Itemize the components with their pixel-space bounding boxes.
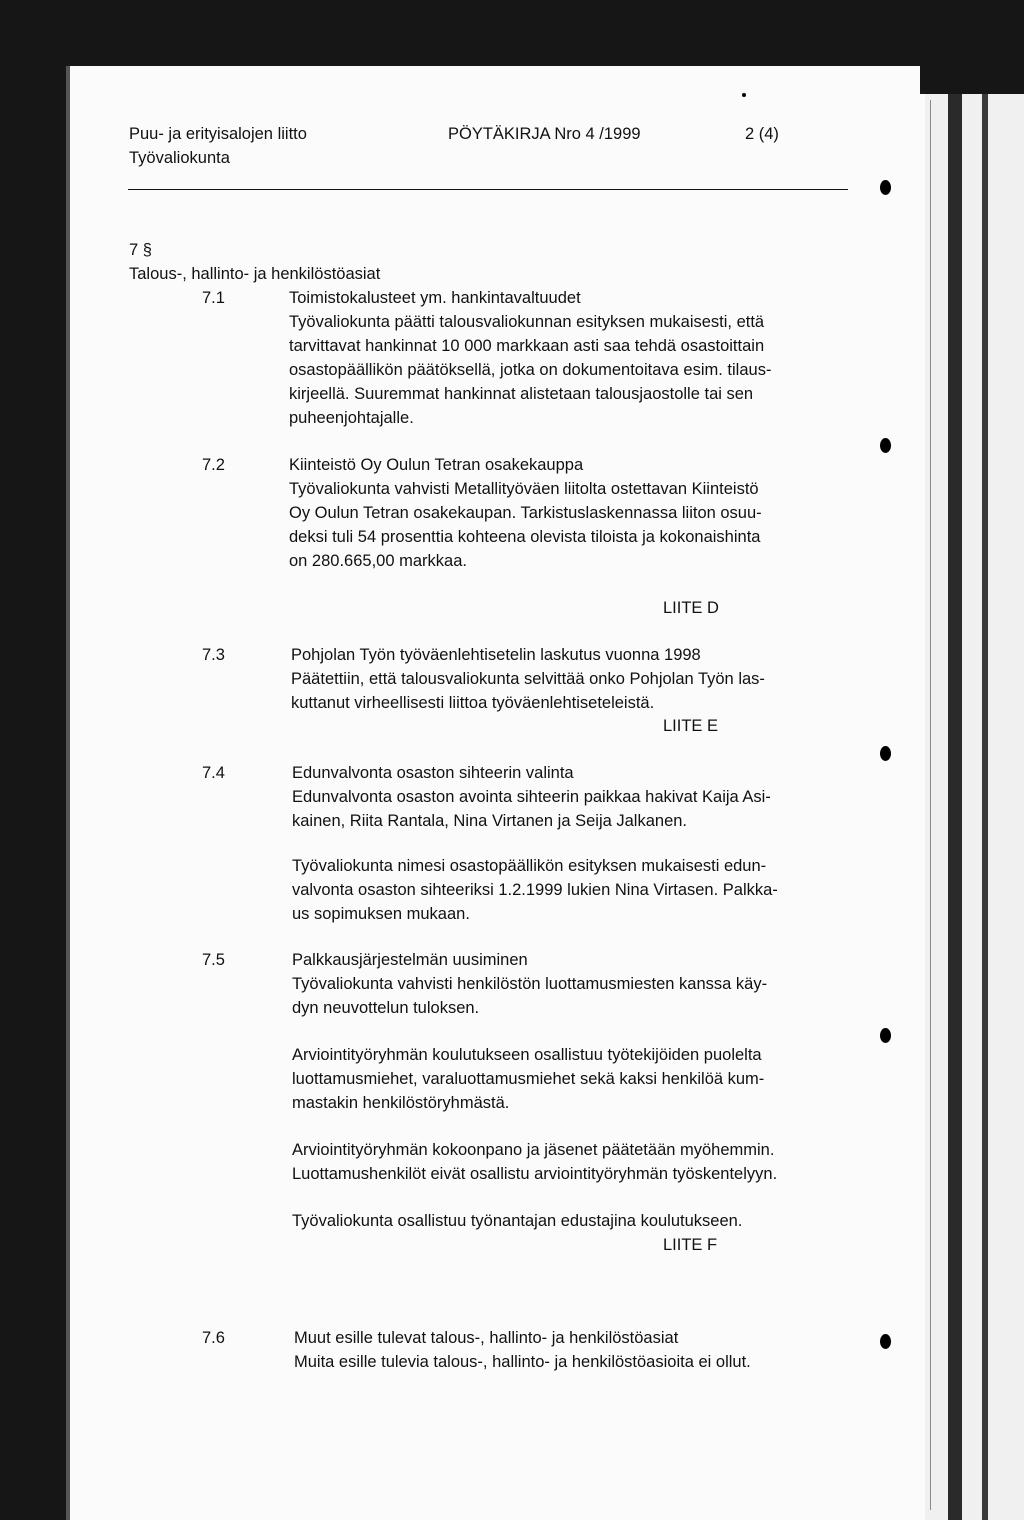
item-title: Edunvalvonta osaston sihteerin valinta xyxy=(292,764,574,782)
header-organization: Puu- ja erityisalojen liitto xyxy=(129,125,307,143)
section-title: Talous-, hallinto- ja henkilöstöasiat xyxy=(129,265,381,283)
item-text-line: Työvaliokunta nimesi osastopäällikön esityksen mukaisesti edun- xyxy=(292,857,767,875)
item-number: 7.2 xyxy=(202,456,225,474)
item-text-line: kirjeellä. Suuremmat hankinnat alistetaan talousjaostolle tai sen xyxy=(289,385,754,403)
header-doc-number: PÖYTÄKIRJA Nro 4 /1999 xyxy=(448,125,641,143)
item-text-line: osastopäällikön päätöksellä, jotka on dokumentoitava esim. tilaus- xyxy=(289,361,772,379)
item-text-line: puheenjohtajalle. xyxy=(289,409,414,427)
item-text-line: tarvittavat hankinnat 10 000 markkaan asti saa tehdä osastoittain xyxy=(289,337,765,355)
attachment-label: LIITE E xyxy=(663,717,719,735)
item-title: Kiinteistö Oy Oulun Tetran osakekauppa xyxy=(289,456,584,474)
header-rule xyxy=(128,189,848,190)
item-text-line: Työvaliokunta vahvisti henkilöstön luottamusmiesten kanssa käy- xyxy=(292,975,768,993)
item-title: Muut esille tulevat talous-, hallinto- ja henkilöstöasiat xyxy=(294,1329,679,1347)
item-text-line: dyn neuvottelun tuloksen. xyxy=(292,999,480,1017)
item-number: 7.6 xyxy=(202,1329,225,1347)
item-text-line: Luottamushenkilöt eivät osallistu arviointityöryhmän työskentelyyn. xyxy=(292,1165,778,1183)
item-title: Pohjolan Työn työväenlehtisetelin laskutus vuonna 1998 xyxy=(291,646,701,664)
item-number: 7.1 xyxy=(202,289,225,307)
item-text-line: Päätettiin, että talousvaliokunta selvittää onko Pohjolan Työn las- xyxy=(291,670,765,688)
attachment-label: LIITE D xyxy=(663,599,719,617)
item-number: 7.5 xyxy=(202,951,225,969)
item-text-line: mastakin henkilöstöryhmästä. xyxy=(292,1094,510,1112)
header-page-number: 2 (4) xyxy=(745,125,779,143)
item-text-line: Oy Oulun Tetran osakekaupan. Tarkistuslaskennassa liiton osuu- xyxy=(289,504,762,522)
item-text-line: kainen, Riita Rantala, Nina Virtanen ja Seija Jalkanen. xyxy=(292,812,688,830)
item-text-line: on 280.665,00 markkaa. xyxy=(289,552,467,570)
item-text-line: us sopimuksen mukaan. xyxy=(292,905,470,923)
attachment-label: LIITE F xyxy=(663,1236,718,1254)
item-text-line: Työvaliokunta osallistuu työnantajan edustajina koulutukseen. xyxy=(292,1212,743,1230)
item-text-line: kuttanut virheellisesti liittoa työväenlehtiseteleistä. xyxy=(291,694,655,712)
item-text-line: luottamusmiehet, varaluottamusmiehet sekä kaksi henkilöä kum- xyxy=(292,1070,765,1088)
item-text-line: valvonta osaston sihteeriksi 1.2.1999 lukien Nina Virtasen. Palkka- xyxy=(292,881,778,899)
item-number: 7.3 xyxy=(202,646,225,664)
item-text-line: Muita esille tulevia talous-, hallinto- ja henkilöstöasioita ei ollut. xyxy=(294,1353,751,1371)
item-title: Toimistokalusteet ym. hankintavaltuudet xyxy=(289,289,581,307)
item-text-line: Työvaliokunta vahvisti Metallityöväen liitolta ostettavan Kiinteistö xyxy=(289,480,759,498)
item-text-line: deksi tuli 54 prosenttia kohteena olevista tiloista ja kokonaishinta xyxy=(289,528,761,546)
header-committee: Työvaliokunta xyxy=(129,149,230,167)
item-text-line: Edunvalvonta osaston avointa sihteerin paikkaa hakivat Kaija Asi- xyxy=(292,788,771,806)
item-text-line: Arviointityöryhmän kokoonpano ja jäsenet päätetään myöhemmin. xyxy=(292,1141,775,1159)
item-text-line: Työvaliokunta päätti talousvaliokunnan esityksen mukaisesti, että xyxy=(289,313,765,331)
section-number: 7 § xyxy=(129,241,152,259)
item-number: 7.4 xyxy=(202,764,225,782)
item-title: Palkkausjärjestelmän uusiminen xyxy=(292,951,528,969)
item-text-line: Arviointityöryhmän koulutukseen osallistuu työtekijöiden puolelta xyxy=(292,1046,762,1064)
